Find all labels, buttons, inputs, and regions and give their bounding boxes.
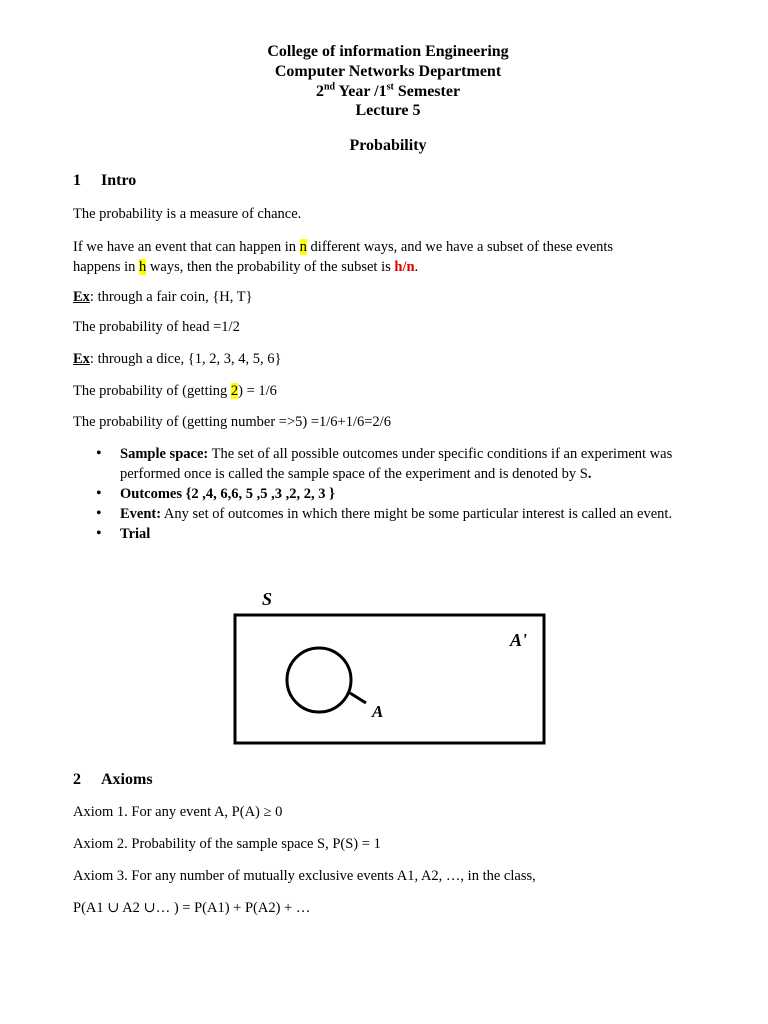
outcomes-text: Outcomes {2 ,4, 6,6, 5 ,5 ,3 ,2, 2, 3 } [120,486,335,502]
page-title: Probability [349,137,427,154]
section-2-heading [73,771,153,789]
prob-getting-five: The probability of (getting number =>5) =1/6+1/6=2/6 [73,414,391,430]
label-sample-space-s: S [262,589,273,609]
lecture-number: Lecture 5 [355,102,421,119]
axiom-3-formula: P(A1 ∪ A2 ∪… ) = P(A1) + P(A2) + … [73,900,311,916]
highlight-n: n [299,239,307,255]
label-complement-a-prime: A' [510,630,528,650]
highlight-h: h [139,259,147,275]
prob-getting-two [73,383,277,400]
subset-text-a: If we have an event that can happen in [73,239,300,255]
section-1-number: 1 [73,172,81,189]
list-item-trial [96,524,696,544]
sample-space-end: . [587,466,592,482]
sample-space-label: Sample space: [120,446,209,462]
example-label: Ex [73,351,90,367]
subset-text-b: different ways, and we have a subset of these events [306,239,614,255]
department-name: Computer Networks Department [274,63,502,80]
event-label: Event: [120,506,162,522]
subset-text-d: ways, then the probability of the subset is [146,259,395,275]
head-probability: The probability of head =1/2 [73,319,240,335]
semester-text: Semester [393,83,461,100]
section-1-title: Intro [101,172,137,189]
subset-text-c: happens in [73,259,140,275]
year-suffix: nd [323,81,336,93]
list-item-event [96,504,696,524]
axiom-3: Axiom 3. For any number of mutually exclusive events A1, A2, …, in the class, [73,868,536,884]
sample-space-rect [235,615,544,743]
intro-paragraph: The probability is a measure of chance. [73,206,302,222]
list-item-sample-space [96,444,696,484]
list-item-outcomes [96,484,696,504]
year-text: Year /1 [335,83,387,100]
highlight-two: 2 [230,383,239,399]
definitions-list [96,444,696,544]
prob-two-text-b: ) = 1/6 [238,383,277,399]
event-a-circle [287,648,351,712]
axiom-2: Axiom 2. Probability of the sample space S, P(S) = 1 [73,836,381,852]
label-event-a: A [372,702,384,721]
example-label: Ex [73,289,90,305]
venn-diagram [225,585,555,755]
sample-space-text: The set of all possible outcomes under specific conditions if an experiment was performed once is called the sample space of the experiment and is denoted by S [120,446,673,482]
ratio-h-n: h/n [394,259,415,275]
section-1-heading [73,172,136,190]
year-number: 2 [315,83,324,100]
year-semester [0,83,768,101]
example-dice-text: : through a dice, {1, 2, 3, 4, 5, 6} [89,351,282,367]
college-name: College of information Engineering [267,43,509,60]
section-2-title: Axioms [101,771,153,788]
example-coin [73,289,253,306]
subset-text-end: . [414,259,419,275]
event-text: Any set of outcomes in which there might be some particular interest is called an event. [161,506,673,522]
subset-paragraph [73,237,713,277]
trial-text: Trial [120,526,151,542]
prob-two-text-a: The probability of (getting [73,383,231,399]
axiom-1: Axiom 1. For any event A, P(A) ≥ 0 [73,804,283,820]
example-coin-text: : through a fair coin, {H, T} [89,289,253,305]
semester-suffix: st [386,81,394,93]
event-a-pointer [350,693,366,703]
section-2-number: 2 [73,771,81,788]
example-dice [73,351,281,368]
